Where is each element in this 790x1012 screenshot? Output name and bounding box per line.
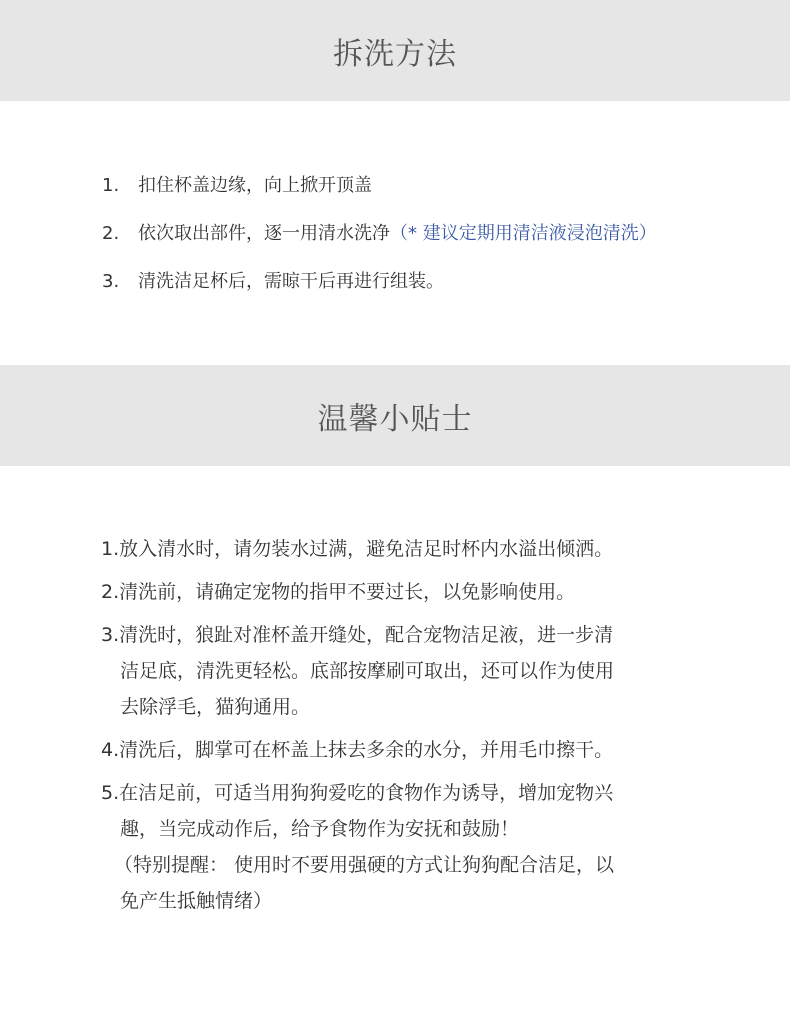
tip-text: 趣，当完成动作后，给予食物作为安抚和鼓励！ (120, 818, 520, 840)
step-number: 1. (102, 175, 120, 196)
list-item (101, 574, 661, 610)
tip-number: 5. (101, 782, 120, 804)
tip-reminder: （特别提醒： 使用时不要用强硬的方式让狗狗配合洁足，以 (114, 854, 615, 876)
tip-text: 洁足底，清洗更轻松。底部按摩刷可取出，还可以作为使用 (120, 660, 615, 682)
step-text: 清洗洁足杯后，需晾干后再进行组装。 (138, 271, 444, 292)
tip-reminder: 免产生抵触情绪） (120, 890, 273, 912)
tip-text: 清洗后，脚掌可在杯盖上抹去多余的水分，并用毛巾擦干。 (119, 739, 614, 761)
section-header-tips (0, 365, 790, 466)
tip-number: 2. (101, 581, 120, 603)
section-header-disassembly (0, 0, 790, 101)
steps-list (0, 101, 790, 292)
tip-text: 去除浮毛，猫狗通用。 (120, 696, 311, 718)
list-item (102, 222, 790, 246)
section-title: 拆洗方法 (333, 36, 457, 72)
list-item (101, 617, 661, 725)
list-item (102, 174, 790, 198)
tip-text: 清洗前，请确定宠物的指甲不要过长，以免影响使用。 (119, 581, 576, 603)
tips-list (0, 466, 790, 919)
tip-number: 3. (101, 624, 120, 646)
list-item (101, 732, 661, 768)
step-text: 依次取出部件，逐一用清水洗净 (138, 223, 390, 244)
tip-text: 清洗时，狼趾对准杯盖开缝处，配合宠物洁足液，进一步清 (119, 624, 614, 646)
list-item (101, 775, 661, 919)
tip-number: 4. (101, 739, 120, 761)
list-item (101, 531, 661, 567)
list-item (102, 270, 790, 294)
step-note: （* 建议定期用清洁液浸泡清洗） (390, 223, 657, 244)
step-text: 扣住杯盖边缘，向上掀开顶盖 (138, 175, 372, 196)
section-title: 温馨小贴士 (317, 401, 473, 437)
step-number: 2. (102, 223, 120, 244)
step-number: 3. (102, 271, 120, 292)
tip-text: 在洁足前，可适当用狗狗爱吃的食物作为诱导，增加宠物兴 (119, 782, 614, 804)
tip-text: 放入清水时，请勿装水过满，避免洁足时杯内水溢出倾洒。 (119, 538, 614, 560)
tip-number: 1. (101, 538, 120, 560)
